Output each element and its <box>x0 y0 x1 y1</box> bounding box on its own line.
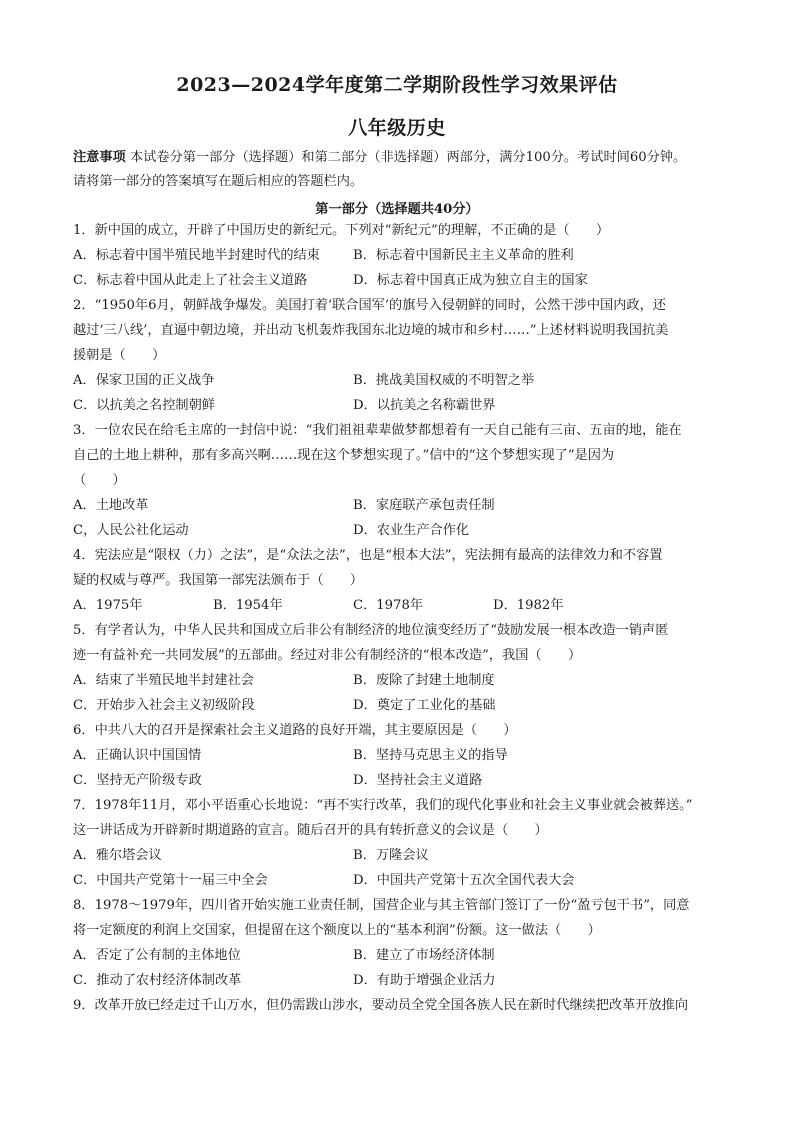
question-5-stem-line-1: 5．有学者认为，中华人民共和国成立后非公有制经济的地位演变经历了“鼓励发展一根本改造一销声匿 <box>73 623 669 638</box>
notice-label: 注意事项 <box>73 150 126 165</box>
q8-option-a: A．否定了公有制的主体地位 <box>73 948 241 963</box>
question-2-stem-line-2: 越过‘三八线’，直逼中朝边境，并出动飞机轰炸我国东北边境的城市和乡村……”上述材料说明我国抗美 <box>73 323 669 338</box>
question-3-stem-line-2: 自己的土地上耕种，那有多高兴啊……现在这个梦想实现了。”信中的“这个梦想实现了”是因为 <box>73 448 615 463</box>
q3-option-a: A．土地改革 <box>73 498 149 513</box>
q3-option-b: B．家庭联产承包责任制 <box>353 498 495 513</box>
question-3-stem-line-3: （ ） <box>73 473 126 488</box>
q7-option-c: C．中国共产党第十一届三中全会 <box>73 873 268 888</box>
question-4-stem-line-2: 疑的权威与尊严。我国第一部宪法颁布于（ ） <box>73 573 364 588</box>
q8-option-c: C．推动了农村经济体制改革 <box>73 973 242 988</box>
q5-option-c: C．开始步入社会主义初级阶段 <box>73 698 255 713</box>
exam-subtitle: 八年级历史 <box>348 117 446 139</box>
q7-option-a: A．雅尔塔会议 <box>73 848 162 863</box>
question-5-stem-line-2: 迹一有益补充一共同发展”的五部曲。经过对非公有制经济的“根本改造”，我国（ ） <box>73 648 582 663</box>
q7-option-b: B．万隆会议 <box>353 848 429 863</box>
question-6-stem: 6．中共八大的召开是探索社会主义道路的良好开端，其主要原因是（ ） <box>73 723 517 738</box>
question-8-stem-line-2: 将一定额度的利润上交国家，但提留在这个额度以上的“基本利润”份额。这一做法（ ） <box>73 923 601 938</box>
q3-option-d: D．农业生产合作化 <box>353 523 470 538</box>
q8-option-b: B．建立了市场经济体制 <box>353 948 495 963</box>
q6-option-c: C．坚持无产阶级专政 <box>73 773 202 788</box>
q6-option-a: A．正确认识中国国情 <box>73 748 202 763</box>
question-2-stem-line-3: 援朝是（ ） <box>73 348 166 363</box>
q6-option-b: B．坚持马克思主义的指导 <box>353 748 508 763</box>
section-heading: 第一部分（选择题共40分） <box>315 202 479 217</box>
q4-option-d: D．1982年 <box>493 598 564 613</box>
q1-option-c: C．标志着中国从此走上了社会主义道路 <box>73 273 308 288</box>
q3-option-c: C，人民公社化运动 <box>73 523 189 538</box>
notice-line-1 <box>73 148 722 168</box>
q2-option-c: C．以抗美之名控制朝鲜 <box>73 398 215 413</box>
q4-option-a: A．1975年 <box>73 598 143 613</box>
q1-option-b: B．标志着中国新民主主义革命的胜利 <box>353 248 574 263</box>
question-7-stem-line-1: 7．1978年11月，邓小平语重心长地说：“再不实行改革，我们的现代化事业和社会主义事业就会被葬送。” <box>73 798 693 813</box>
question-9-stem-line-1: 9．改革开放已经走过千山万水，但仍需跋山涉水，要动员全党全国各族人民在新时代继续把改革开放推向 <box>73 998 689 1013</box>
q5-option-b: B．废除了封建土地制度 <box>353 673 495 688</box>
q1-option-d: D．标志着中国真正成为独立自主的国家 <box>353 273 588 288</box>
q2-option-b: B．挑战美国权威的不明智之举 <box>353 373 535 388</box>
q8-option-d: D．有助于增强企业活力 <box>353 973 496 988</box>
question-8-stem-line-1: 8．1978～1979年，四川省开始实施工业责任制，国营企业与其主管部门签订了一份“盈亏包干书”，同意 <box>73 898 690 913</box>
q5-option-a: A．结束了半殖民地半封建社会 <box>73 673 254 688</box>
q6-option-d: D．坚持社会主义道路 <box>353 773 483 788</box>
question-3-stem-line-1: 3．一位农民在给毛主席的一封信中说：“我们祖祖辈辈做梦都想着有一天自己能有三亩、五亩的地，能在 <box>73 423 682 438</box>
notice-text-1: 本试卷分第一部分（选择题）和第二部分（非选择题）两部分，满分100分。考试时间60分钟。 <box>129 150 687 165</box>
q2-option-d: D．以抗美之名称霸世界 <box>353 398 496 413</box>
notice-line-2: 请将第一部分的答案填写在题后相应的答题栏内。 <box>73 174 364 189</box>
q7-option-d: D．中国共产党第十五次全国代表大会 <box>353 873 575 888</box>
q4-option-c: C．1978年 <box>353 598 424 613</box>
q2-option-a: A．保家卫国的正义战争 <box>73 373 215 388</box>
question-1-stem: 1．新中国的成立，开辟了中国历史的新纪元。下列对“新纪元”的理解，不正确的是（ ） <box>73 223 610 238</box>
question-7-stem-line-2: 这一讲话成为开辟新时期道路的宣言。随后召开的具有转折意义的会议是（ ） <box>73 823 548 838</box>
exam-title: 2023—2024学年度第二学期阶段性学习效果评估 <box>176 74 618 96</box>
q5-option-d: D．奠定了工业化的基础 <box>353 698 496 713</box>
q1-option-a: A．标志着中国半殖民地半封建时代的结束 <box>73 248 320 263</box>
question-2-stem-line-1: 2．“1950年6月，朝鲜战争爆发。美国打着‘联合国军’的旗号入侵朝鲜的同时，公然干涉中国内政，还 <box>73 298 666 313</box>
question-4-stem-line-1: 4．宪法应是“限权（力）之法”，是“众法之法”，也是“根本大法”，宪法拥有最高的法律效力和不容置 <box>73 548 663 563</box>
q4-option-b: B．1954年 <box>213 598 283 613</box>
